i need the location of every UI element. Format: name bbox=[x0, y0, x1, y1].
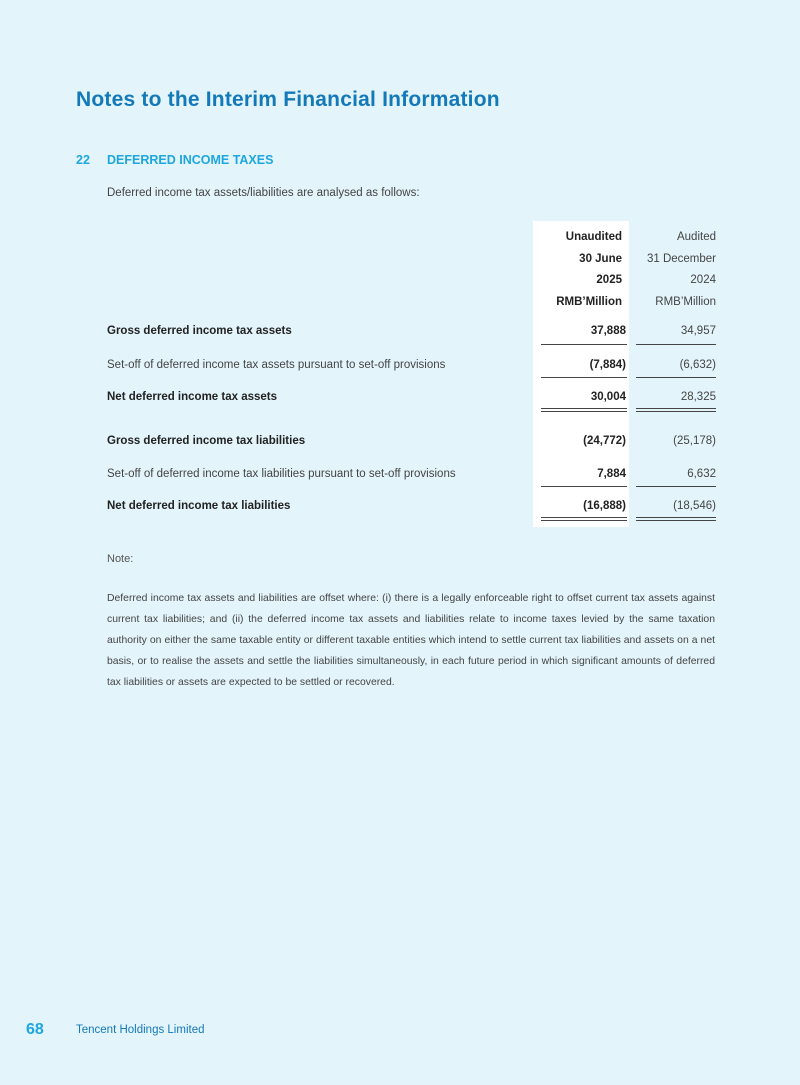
rule bbox=[541, 377, 627, 378]
col-current-status: Unaudited bbox=[565, 231, 622, 243]
row-setoff-assets-prior: (6,632) bbox=[679, 359, 716, 371]
note-heading: Note: bbox=[107, 553, 134, 565]
rule bbox=[636, 344, 716, 345]
page-title: Notes to the Interim Financial Information bbox=[76, 88, 500, 111]
col-prior-unit: RMB’Million bbox=[655, 296, 716, 308]
row-label-setoff-assets: Set-off of deferred income tax assets pursuant to set-off provisions bbox=[107, 359, 446, 371]
col-prior-year: 2024 bbox=[690, 274, 716, 286]
page-number: 68 bbox=[26, 1021, 44, 1038]
row-setoff-liabilities-current: 7,884 bbox=[597, 468, 626, 480]
row-setoff-assets-current: (7,884) bbox=[589, 359, 626, 371]
row-net-assets-current: 30,004 bbox=[590, 391, 626, 403]
row-gross-liabilities-prior: (25,178) bbox=[673, 435, 716, 447]
current-period-highlight bbox=[533, 221, 629, 527]
section-title: DEFERRED INCOME TAXES bbox=[107, 153, 274, 167]
rule bbox=[636, 486, 716, 487]
section-number: 22 bbox=[76, 153, 90, 167]
row-net-liabilities-current: (16,888) bbox=[583, 500, 626, 512]
company-name: Tencent Holdings Limited bbox=[76, 1024, 205, 1036]
rule bbox=[636, 377, 716, 378]
rule bbox=[541, 344, 627, 345]
row-gross-liabilities-current: (24,772) bbox=[583, 435, 626, 447]
note-text: Deferred income tax assets and liabilities are offset where: (i) there is a legally enforceable right to offset current tax assets against current tax liabilities; and (ii) the deferred income tax assets and liabilities relate to income taxes levied by the same taxation authority on either the same taxable entity or different taxable entities which intend to settle current tax liabilities and assets on a net basis, or to realise the assets and settle the liabilities simultaneously, in each future period in which significant amounts of deferred tax liabilities or assets are expected to be settled or recovered. bbox=[107, 593, 715, 688]
col-prior-date: 31 December bbox=[646, 253, 716, 265]
row-net-assets-prior: 28,325 bbox=[680, 391, 716, 403]
row-gross-assets-prior: 34,957 bbox=[680, 325, 716, 337]
row-label-gross-liabilities: Gross deferred income tax liabilities bbox=[107, 435, 306, 447]
rule bbox=[541, 486, 627, 487]
row-label-net-assets: Net deferred income tax assets bbox=[107, 391, 278, 403]
row-label-gross-assets: Gross deferred income tax assets bbox=[107, 325, 292, 337]
col-current-date: 30 June bbox=[579, 253, 622, 265]
col-current-year: 2025 bbox=[596, 274, 622, 286]
double-rule bbox=[636, 408, 716, 412]
double-rule bbox=[636, 517, 716, 521]
row-setoff-liabilities-prior: 6,632 bbox=[687, 468, 716, 480]
double-rule bbox=[541, 408, 627, 412]
double-rule bbox=[541, 517, 627, 521]
row-net-liabilities-prior: (18,546) bbox=[673, 500, 716, 512]
col-current-unit: RMB’Million bbox=[556, 296, 622, 308]
row-label-net-liabilities: Net deferred income tax liabilities bbox=[107, 500, 291, 512]
row-gross-assets-current: 37,888 bbox=[590, 325, 626, 337]
col-prior-status: Audited bbox=[676, 231, 716, 243]
row-label-setoff-liabilities: Set-off of deferred income tax liabilities pursuant to set-off provisions bbox=[107, 468, 456, 480]
intro-text: Deferred income tax assets/liabilities are analysed as follows: bbox=[107, 187, 420, 199]
